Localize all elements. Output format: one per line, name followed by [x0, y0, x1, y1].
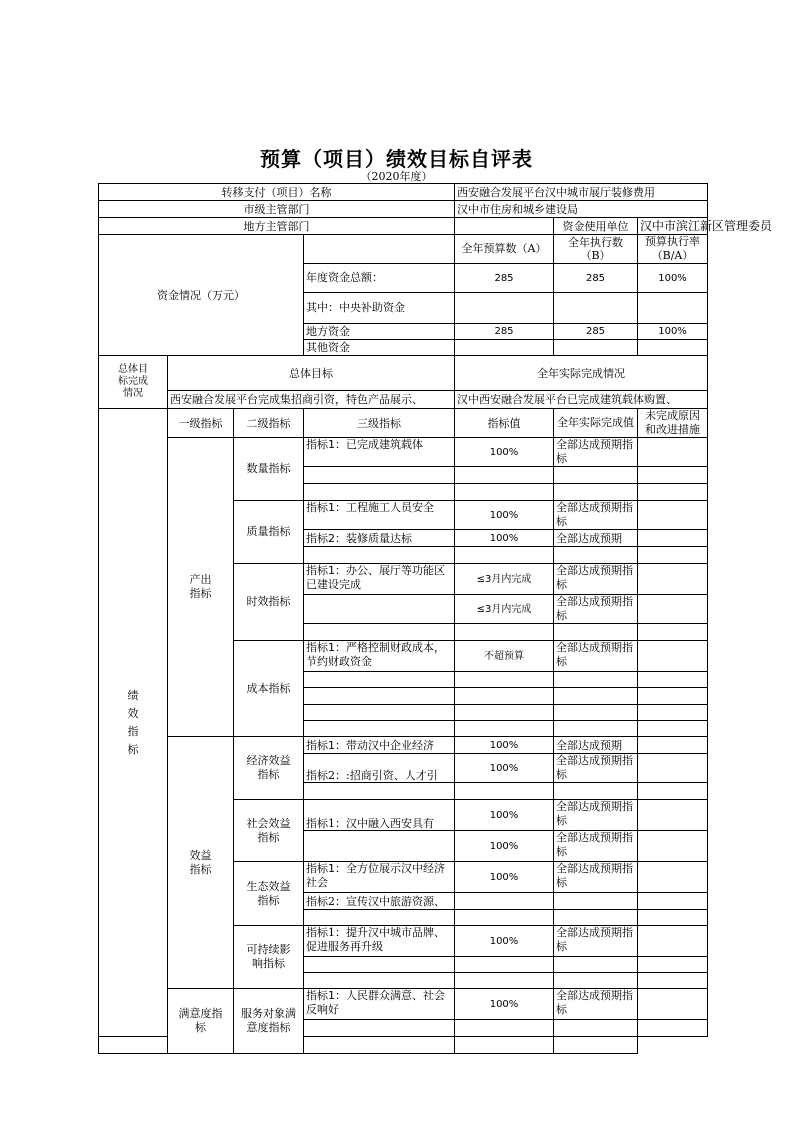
funds-budget: 285: [455, 324, 554, 340]
indicator-value: ≤3月内完成: [455, 564, 554, 595]
funds-exec: [554, 293, 638, 324]
indicator-actual: 全部达成预期指标: [554, 754, 638, 783]
indicator-text: 指标1：全方位展示汉中经济社会: [304, 862, 455, 893]
indicator-value: 100%: [455, 831, 554, 862]
indicator-actual: 全部达成预期指标: [554, 926, 638, 957]
indicator-value: ≤3月内完成: [455, 595, 554, 624]
indicators-label: 绩效指标: [99, 409, 168, 1037]
indicator-text: 指标1：带动汉中企业经济: [304, 737, 455, 754]
indicator-text: 指标1：人民群众满意、社会反响好: [304, 989, 455, 1020]
goal-col-goal: 总体目标: [168, 356, 455, 391]
city-dept-value: 汉中市住房和城乡建设局: [455, 201, 708, 218]
indicator-value: 100%: [455, 438, 554, 467]
indicator-text: 指标2：:招商引资、人才引: [304, 754, 455, 783]
timeliness-label: 时效指标: [234, 564, 304, 641]
benefit-indicator-label: 效益指标: [168, 737, 234, 989]
output-indicator-label: 产出指标: [168, 438, 234, 737]
economic-label: 经济效益指标: [234, 737, 304, 800]
funds-label: 资金情况（万元）: [99, 235, 304, 356]
sustainable-label: 可持续影响指标: [234, 926, 304, 989]
indicator-actual: 全部达成预期指标: [554, 501, 638, 530]
indicator-actual: 全部达成预期: [554, 737, 638, 754]
project-name-value: 西安融合发展平台汉中城市展厅装修费用: [455, 184, 708, 201]
funds-col-rate: 预算执行率（B/A）: [638, 235, 708, 264]
cost-label: 成本指标: [234, 641, 304, 737]
col-value: 指标值: [455, 409, 554, 438]
indicator-actual: 全部达成预期: [554, 530, 638, 547]
funds-rate: 100%: [638, 324, 708, 340]
goal-actual-text: 汉中西安融合发展平台已完成建筑载体购置、: [455, 391, 708, 409]
funds-exec: [554, 340, 638, 356]
funds-row-label: 年度资金总额：: [304, 264, 455, 293]
indicator-value: 100%: [455, 989, 554, 1020]
funds-rate: 100%: [638, 264, 708, 293]
funds-rate: [638, 293, 708, 324]
indicator-value: 100%: [455, 926, 554, 957]
indicator-text: 指标1：工程施工人员安全: [304, 501, 455, 530]
indicator-text: 指标1：汉中融入西安具有: [304, 800, 455, 831]
col-level2: 二级指标: [234, 409, 304, 438]
indicator-actual: 全部达成预期指标: [554, 564, 638, 595]
col-level1: 一级指标: [168, 409, 234, 438]
indicator-text: 指标2：宣传汉中旅游资源、: [304, 893, 455, 910]
funds-col-budget: 全年预算数（A）: [455, 235, 554, 264]
indicator-value: 100%: [455, 754, 554, 783]
quantity-label: 数量指标: [234, 438, 304, 501]
indicator-value: 100%: [455, 737, 554, 754]
page-title: 预算（项目）绩效目标自评表: [260, 147, 533, 171]
indicator-value: 100%: [455, 862, 554, 893]
local-dept-label: 地方主管部门: [99, 218, 455, 235]
indicator-text: 指标1：严格控制财政成本，节约财政资金: [304, 641, 455, 672]
indicator-actual: 全部达成预期指标: [554, 862, 638, 893]
indicator-value: 100%: [455, 530, 554, 547]
year-label: （2020年度）: [360, 170, 433, 183]
indicator-actual: 全部达成预期指标: [554, 595, 638, 624]
indicator-actual: 全部达成预期指标: [554, 641, 638, 672]
indicator-text: 指标2：装修质量达标: [304, 530, 455, 547]
service-satisfaction-label: 服务对象满意度指标: [234, 989, 304, 1054]
satisfaction-indicator-label: 满意度指标: [168, 989, 234, 1054]
funds-budget: 285: [455, 264, 554, 293]
indicator-actual: 全部达成预期指标: [554, 989, 638, 1020]
city-dept-label: 市级主管部门: [99, 201, 455, 218]
col-level3: 三级指标: [304, 409, 455, 438]
indicator-actual: 全部达成预期指标: [554, 800, 638, 831]
goal-label: 总体目标完成情况: [99, 356, 168, 409]
goal-text: 西安融合发展平台完成集招商引资，特色产品展示、: [168, 391, 455, 409]
ecological-label: 生态效益指标: [234, 862, 304, 926]
self-evaluation-table: [98, 183, 773, 1054]
indicator-text: 指标1：已完成建筑载体: [304, 438, 455, 467]
local-dept-value: [455, 218, 554, 235]
indicator-text: 指标1：办公、展厅等功能区已建设完成: [304, 564, 455, 595]
indicator-value: 100%: [455, 800, 554, 831]
funds-exec: 285: [554, 264, 638, 293]
user-unit-value: 汉中市滨江新区管理委员: [638, 218, 708, 235]
goal-col-actual: 全年实际完成情况: [455, 356, 708, 391]
social-label: 社会效益指标: [234, 800, 304, 862]
funds-row-label: 地方资金: [304, 324, 455, 340]
funds-budget: [455, 340, 554, 356]
funds-exec: 285: [554, 324, 638, 340]
indicator-actual: 全部达成预期指标: [554, 831, 638, 862]
indicator-value: 100%: [455, 501, 554, 530]
col-actual: 全年实际完成值: [554, 409, 638, 438]
funds-budget: [455, 293, 554, 324]
indicator-actual: 全部达成预期指标: [554, 438, 638, 467]
funds-rate: [638, 340, 708, 356]
funds-row-label: 其他资金: [304, 340, 455, 356]
col-reason: 未完成原因和改进措施: [638, 409, 708, 438]
user-unit-label: 资金使用单位: [554, 218, 638, 235]
funds-col-exec: 全年执行数（B）: [554, 235, 638, 264]
indicator-text: 指标1：提升汉中城市品牌、促进服务再升级: [304, 926, 455, 957]
funds-row-label: 其中：中央补助资金: [304, 293, 455, 324]
project-name-label: 转移支付（项目）名称: [99, 184, 455, 201]
quality-label: 质量指标: [234, 501, 304, 564]
indicator-value: 不超预算: [455, 641, 554, 672]
